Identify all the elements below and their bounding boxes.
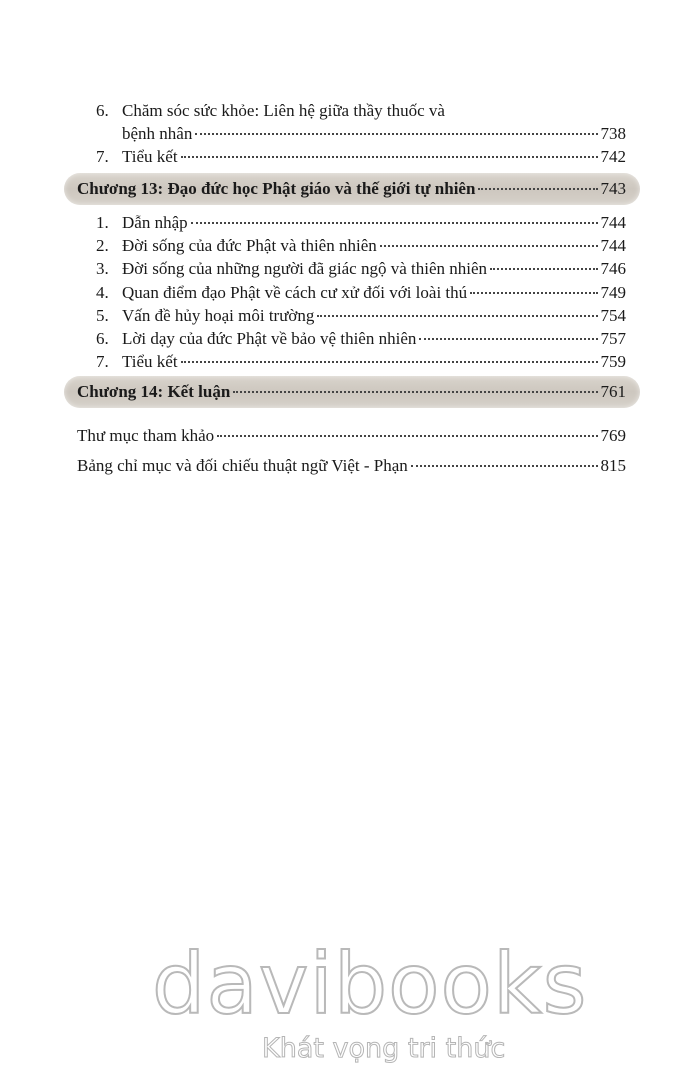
- toc-item-number: 6.: [96, 329, 109, 348]
- toc-index: [77, 456, 626, 476]
- toc-item: [96, 259, 626, 279]
- dot-leader: [181, 156, 598, 158]
- toc-item-page: 815: [600, 456, 626, 475]
- toc-item-number: 7.: [96, 147, 109, 166]
- toc-item-page: 749: [600, 283, 626, 302]
- chapter-title: Chương 13: Đạo đức học Phật giáo và thế giới tự nhiên: [77, 179, 476, 198]
- dot-leader: [195, 133, 597, 135]
- toc-item-title: Thư mục tham khảo: [77, 426, 215, 445]
- toc-item: [96, 352, 626, 372]
- toc-item-title: Dẫn nhập: [122, 213, 188, 232]
- toc-item-title: Vấn đề hủy hoại môi trường: [122, 306, 315, 325]
- toc-item-title: Tiểu kết: [122, 147, 178, 166]
- toc-item-number: 5.: [96, 306, 109, 325]
- toc-item-page: 744: [600, 236, 626, 255]
- toc-item: [96, 236, 626, 256]
- toc-item-number: 4.: [96, 283, 109, 302]
- toc-item-6-line1: [96, 101, 445, 121]
- toc-item-title: Lời dạy của đức Phật về bảo vệ thiên nhiên: [122, 329, 417, 348]
- toc-item: [96, 213, 626, 233]
- toc-item-title: Đời sống của những người đã giác ngộ và thiên nhiên: [122, 259, 488, 278]
- chapter-page: 743: [600, 179, 626, 198]
- toc-item: [96, 147, 626, 167]
- toc-item-page: 754: [600, 306, 626, 325]
- toc-item-page: 746: [600, 259, 626, 278]
- dot-leader: [233, 391, 597, 393]
- toc-item-title: Chăm sóc sức khỏe: Liên hệ giữa thầy thuốc và: [122, 101, 445, 120]
- chapter-page: 761: [600, 382, 626, 401]
- toc-item-page: 744: [600, 213, 626, 232]
- davibooks-logo: davibooks: [152, 935, 588, 1033]
- dot-leader: [478, 188, 597, 190]
- dot-leader: [419, 338, 597, 340]
- toc-item-title: Bảng chỉ mục và đối chiếu thuật ngữ Việt - Phạn: [77, 456, 408, 475]
- toc-item-number: 1.: [96, 213, 109, 232]
- toc-item-number: 2.: [96, 236, 109, 255]
- toc-bibliography: [77, 426, 626, 446]
- davibooks-tagline: Khát vọng tri thức: [262, 1033, 506, 1064]
- dot-leader: [217, 435, 597, 437]
- dot-leader: [191, 222, 598, 224]
- toc-item-title: Đời sống của đức Phật và thiên nhiên: [122, 236, 377, 255]
- chapter-title: Chương 14: Kết luận: [77, 382, 231, 401]
- dot-leader: [181, 361, 598, 363]
- toc-item-title: bệnh nhân: [122, 124, 193, 143]
- toc-item: [122, 124, 626, 144]
- dot-leader: [490, 268, 597, 270]
- dot-leader: [380, 245, 598, 247]
- toc-chapter-13: [77, 179, 626, 199]
- toc-item: [96, 306, 626, 326]
- dot-leader: [317, 315, 597, 317]
- toc-chapter-14: [77, 382, 626, 402]
- toc-item-title: Quan điểm đạo Phật về cách cư xử đối với loài thú: [122, 283, 468, 302]
- toc-item-page: 738: [600, 124, 626, 143]
- toc-item: [96, 329, 626, 349]
- toc-item-page: 759: [600, 352, 626, 371]
- dot-leader: [411, 465, 598, 467]
- toc-item-title: Tiểu kết: [122, 352, 178, 371]
- toc-item-number: 6.: [96, 101, 109, 120]
- toc-item-number: 7.: [96, 352, 109, 371]
- toc-item: [96, 283, 626, 303]
- toc-item-page: 742: [600, 147, 626, 166]
- toc-item-page: 769: [600, 426, 626, 445]
- toc-item-number: 3.: [96, 259, 109, 278]
- toc-item-page: 757: [600, 329, 626, 348]
- dot-leader: [470, 292, 597, 294]
